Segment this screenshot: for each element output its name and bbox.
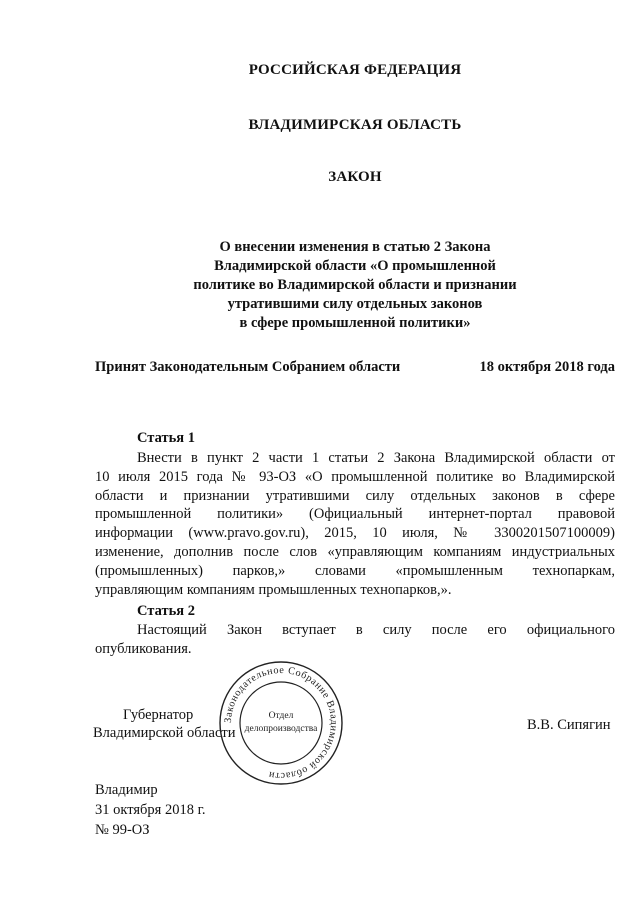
document-type-heading: ЗАКОН [328,169,382,185]
stamp-center-line: делопроизводства [244,724,318,734]
official-stamp [218,660,344,786]
law-title-line: политике во Владимирской области и признании [193,277,517,293]
footer-date: 31 октября 2018 г. [95,802,206,818]
law-title-line: О внесении изменения в статью 2 Закона [219,239,491,255]
law-title [95,238,615,333]
signature-role-line: Губернатор [123,707,194,723]
article-2-text [95,621,615,659]
law-title-line: в сфере промышленной политики» [239,315,471,331]
text-line: 10 июля 2015 года № 93-ОЗ «О промышленной политике во Владимирской [95,468,615,485]
text-line: опубликования. [95,640,192,657]
text-line: управляющим компаниям промышленных технопарков,». [95,581,452,598]
text-line: промышленной политики» (Официальный интернет-портал правовой [95,506,615,523]
law-title-line: утратившими силу отдельных законов [227,296,483,312]
stamp-ring-text: Законодательное Собрание Владимирской области [222,664,340,782]
text-line: Внести в пункт 2 части 1 статьи 2 Закона Владимирской области от [137,450,615,466]
signature-role-line: Владимирской области [93,725,236,741]
text-line: Настоящий Закон вступает в силу после его официального [137,622,615,638]
article-2-heading: Статья 2 [137,603,195,619]
adopted-by: Принят Законодательным Собранием области [95,359,401,375]
signatory-name: В.В. Сипягин [527,717,611,733]
adoption-date: 18 октября 2018 года [479,359,615,375]
article-1-heading: Статья 1 [137,430,195,446]
article-1-text [95,449,615,599]
text-line: области и признании утратившими силу отдельных законов в сфере [95,487,615,504]
text-line: информации (www.pravo.gov.ru), 2015, 10 июля, № 3300201507100009) [95,525,615,542]
stamp-inner-ring [240,682,322,764]
footer-city: Владимир [95,782,158,798]
stamp-outer-ring [220,662,342,784]
text-line: (промышленных) парков,» словами «промышленным технопаркам, [95,562,615,579]
document-footer [95,780,206,840]
adoption-line [95,359,615,379]
stamp-center-line: Отдел [268,711,294,721]
region-heading: ВЛАДИМИРСКАЯ ОБЛАСТЬ [248,117,462,133]
law-title-line: Владимирской области «О промышленной [214,258,496,274]
footer-number: № 99-ОЗ [95,822,150,838]
text-line: изменение, дополнив после слов «управляющим компаниям индустриальных [95,543,615,560]
country-heading: РОССИЙСКАЯ ФЕДЕРАЦИЯ [248,62,462,78]
